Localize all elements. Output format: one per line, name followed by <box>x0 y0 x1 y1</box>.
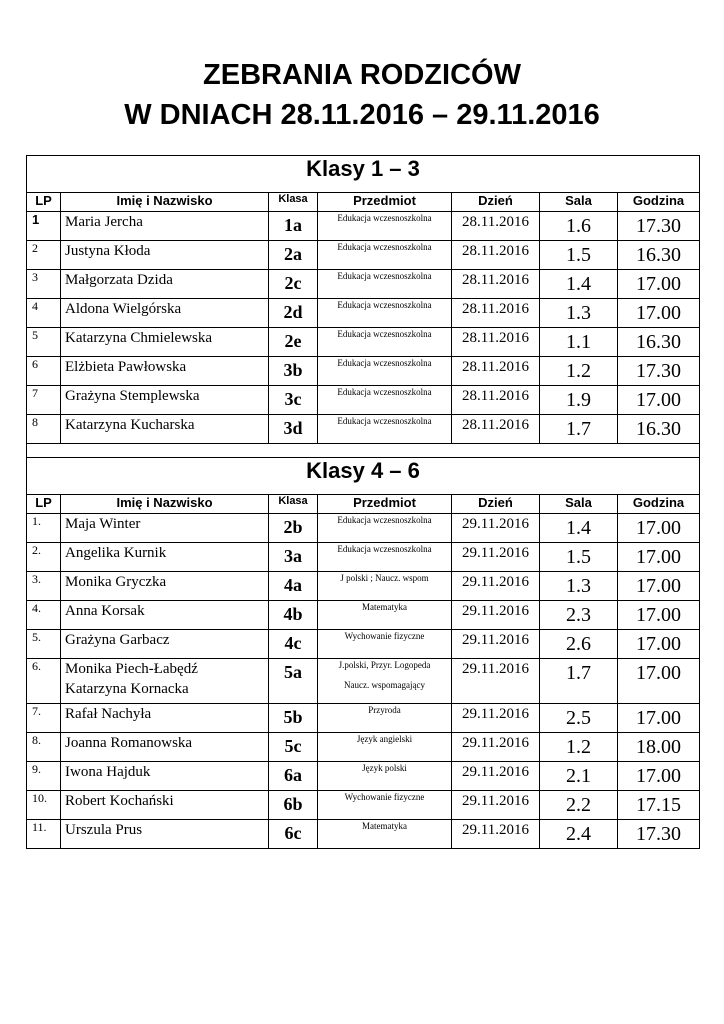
teacher-name: Monika Piech-Łabędź <box>65 661 198 677</box>
cell-hour: 17.00 <box>618 514 700 543</box>
table-row <box>27 415 700 444</box>
cell-klasa: 4c <box>269 630 318 659</box>
cell-klasa: 3d <box>269 415 318 444</box>
teacher-name: Elżbieta Pawłowska <box>65 359 187 375</box>
teacher-name: Monika Gryczka <box>65 574 167 590</box>
cell-lp: 9. <box>27 762 61 791</box>
header-row <box>27 193 700 212</box>
cell-hour: 17.00 <box>618 601 700 630</box>
cell-hour: 16.30 <box>618 328 700 357</box>
cell-klasa: 2d <box>269 299 318 328</box>
cell-name <box>61 328 269 357</box>
cell-hour: 17.00 <box>618 704 700 733</box>
cell-klasa: 4b <box>269 601 318 630</box>
subject-text: Edukacja wczesnoszkolna <box>337 213 432 223</box>
cell-day: 29.11.2016 <box>452 572 540 601</box>
cell-room: 2.1 <box>540 762 618 791</box>
col-header-subject: Przedmiot <box>318 495 452 514</box>
cell-subject <box>318 733 452 762</box>
cell-subject <box>318 415 452 444</box>
cell-room: 1.2 <box>540 357 618 386</box>
cell-hour: 17.30 <box>618 212 700 241</box>
subject-text: Edukacja wczesnoszkolna <box>337 300 432 310</box>
section-title-cell <box>27 458 700 495</box>
table-row <box>27 357 700 386</box>
subject-text: Przyroda <box>368 705 401 715</box>
table-row <box>27 572 700 601</box>
cell-name <box>61 514 269 543</box>
cell-room: 1.3 <box>540 299 618 328</box>
cell-hour: 17.00 <box>618 543 700 572</box>
section-title-cell <box>27 156 700 193</box>
col-header-subject: Przedmiot <box>318 193 452 212</box>
cell-day: 28.11.2016 <box>452 415 540 444</box>
col-header-room: Sala <box>540 193 618 212</box>
cell-hour: 17.30 <box>618 357 700 386</box>
cell-room: 2.5 <box>540 704 618 733</box>
teacher-name: Urszula Prus <box>65 822 143 838</box>
cell-name <box>61 572 269 601</box>
cell-hour: 17.00 <box>618 659 700 704</box>
teacher-name: Iwona Hajduk <box>65 764 151 780</box>
table-row <box>27 820 700 849</box>
cell-klasa: 5a <box>269 659 318 704</box>
cell-klasa: 5b <box>269 704 318 733</box>
cell-subject <box>318 820 452 849</box>
cell-subject <box>318 762 452 791</box>
cell-name <box>61 386 269 415</box>
subject-text: J.polski, Przyr. Logopeda <box>338 660 431 670</box>
section-title-row <box>27 156 700 193</box>
cell-lp: 8. <box>27 733 61 762</box>
cell-lp: 3 <box>27 270 61 299</box>
cell-subject <box>318 357 452 386</box>
col-header-name: Imię i Nazwisko <box>61 193 269 212</box>
page-title: ZEBRANIA RODZICÓW <box>203 59 521 91</box>
teacher-name: Katarzyna Kucharska <box>65 417 195 433</box>
teacher-name: Katarzyna Chmielewska <box>65 330 213 346</box>
section-title-row <box>27 458 700 495</box>
cell-room: 1.9 <box>540 386 618 415</box>
table-row <box>27 328 700 357</box>
cell-klasa: 5c <box>269 733 318 762</box>
cell-name <box>61 791 269 820</box>
cell-day: 28.11.2016 <box>452 241 540 270</box>
teacher-name: Rafał Nachyła <box>65 706 152 722</box>
cell-name <box>61 415 269 444</box>
cell-lp: 10. <box>27 791 61 820</box>
col-header-klasa: Klasa <box>269 193 318 212</box>
cell-day: 29.11.2016 <box>452 762 540 791</box>
subject-text: Edukacja wczesnoszkolna <box>337 271 432 281</box>
cell-klasa: 3c <box>269 386 318 415</box>
col-header-lp: LP <box>27 495 61 514</box>
cell-subject <box>318 328 452 357</box>
cell-room: 1.1 <box>540 328 618 357</box>
cell-name <box>61 241 269 270</box>
cell-day: 29.11.2016 <box>452 543 540 572</box>
cell-klasa: 3b <box>269 357 318 386</box>
cell-subject <box>318 386 452 415</box>
cell-klasa: 2b <box>269 514 318 543</box>
cell-name <box>61 820 269 849</box>
cell-day: 29.11.2016 <box>452 630 540 659</box>
schedule-table <box>26 155 700 849</box>
cell-subject <box>318 543 452 572</box>
cell-day: 29.11.2016 <box>452 704 540 733</box>
col-header-name: Imię i Nazwisko <box>61 495 269 514</box>
subject-text: Język polski <box>362 763 407 773</box>
cell-subject <box>318 212 452 241</box>
teacher-name: Grażyna Garbacz <box>65 632 170 648</box>
cell-lp: 8 <box>27 415 61 444</box>
table-row <box>27 733 700 762</box>
cell-subject <box>318 241 452 270</box>
cell-lp: 7 <box>27 386 61 415</box>
col-header-hour: Godzina <box>618 495 700 514</box>
table-row <box>27 704 700 733</box>
cell-klasa: 4a <box>269 572 318 601</box>
cell-day: 28.11.2016 <box>452 299 540 328</box>
cell-room: 2.2 <box>540 791 618 820</box>
teacher-name-2: Katarzyna Kornacka <box>65 681 189 697</box>
cell-klasa: 2a <box>269 241 318 270</box>
teacher-name: Maja Winter <box>65 516 141 532</box>
cell-lp: 2 <box>27 241 61 270</box>
subject-text: Edukacja wczesnoszkolna <box>337 329 432 339</box>
cell-name <box>61 357 269 386</box>
cell-klasa: 6a <box>269 762 318 791</box>
cell-subject <box>318 704 452 733</box>
table-row <box>27 543 700 572</box>
page-subtitle-dates: W DNIACH 28.11.2016 – 29.11.2016 <box>124 99 600 131</box>
subject-text: Edukacja wczesnoszkolna <box>337 416 432 426</box>
table-row <box>27 630 700 659</box>
spacer-cell <box>27 444 700 458</box>
subject-text: Edukacja wczesnoszkolna <box>337 515 432 525</box>
cell-room: 1.6 <box>540 212 618 241</box>
cell-klasa: 2c <box>269 270 318 299</box>
subject-text: Wychowanie fizyczne <box>344 631 425 641</box>
section-title: Klasy 4 – 6 <box>306 458 420 483</box>
cell-day: 28.11.2016 <box>452 328 540 357</box>
table-row <box>27 270 700 299</box>
cell-lp: 7. <box>27 704 61 733</box>
cell-hour: 17.15 <box>618 791 700 820</box>
subject-text: Edukacja wczesnoszkolna <box>337 544 432 554</box>
cell-subject <box>318 791 452 820</box>
table-row <box>27 659 700 704</box>
teacher-name: Justyna Kłoda <box>65 243 151 259</box>
cell-room: 1.7 <box>540 415 618 444</box>
cell-room: 1.4 <box>540 270 618 299</box>
cell-subject <box>318 601 452 630</box>
table-row <box>27 386 700 415</box>
cell-lp: 5. <box>27 630 61 659</box>
cell-day: 29.11.2016 <box>452 659 540 704</box>
cell-day: 29.11.2016 <box>452 514 540 543</box>
table-row <box>27 212 700 241</box>
teacher-name: Anna Korsak <box>65 603 145 619</box>
header-row <box>27 495 700 514</box>
cell-day: 28.11.2016 <box>452 212 540 241</box>
table-row <box>27 241 700 270</box>
cell-hour: 16.30 <box>618 241 700 270</box>
cell-hour: 17.00 <box>618 270 700 299</box>
table-row <box>27 791 700 820</box>
table-row <box>27 514 700 543</box>
cell-klasa: 1a <box>269 212 318 241</box>
cell-room: 2.3 <box>540 601 618 630</box>
cell-lp: 3. <box>27 572 61 601</box>
cell-lp: 2. <box>27 543 61 572</box>
cell-subject <box>318 659 452 704</box>
subject-text-2: Naucz. wspomagający <box>344 680 425 690</box>
cell-day: 29.11.2016 <box>452 601 540 630</box>
cell-name <box>61 630 269 659</box>
teacher-name: Joanna Romanowska <box>65 735 193 751</box>
col-header-klasa: Klasa <box>269 495 318 514</box>
section-title: Klasy 1 – 3 <box>306 156 420 181</box>
cell-hour: 17.00 <box>618 630 700 659</box>
cell-room: 1.7 <box>540 659 618 704</box>
col-header-lp: LP <box>27 193 61 212</box>
cell-hour: 17.00 <box>618 762 700 791</box>
teacher-name: Angelika Kurnik <box>65 545 167 561</box>
col-header-day: Dzień <box>452 495 540 514</box>
cell-hour: 17.30 <box>618 820 700 849</box>
cell-lp: 11. <box>27 820 61 849</box>
col-header-day: Dzień <box>452 193 540 212</box>
teacher-name: Robert Kochański <box>65 793 174 809</box>
teacher-name: Maria Jercha <box>65 214 143 230</box>
cell-day: 29.11.2016 <box>452 733 540 762</box>
col-header-hour: Godzina <box>618 193 700 212</box>
cell-room: 2.6 <box>540 630 618 659</box>
cell-lp: 5 <box>27 328 61 357</box>
cell-day: 29.11.2016 <box>452 791 540 820</box>
subject-text: Język angielski <box>356 734 413 744</box>
teacher-name: Małgorzata Dzida <box>65 272 173 288</box>
cell-name <box>61 543 269 572</box>
subject-text: Edukacja wczesnoszkolna <box>337 387 432 397</box>
cell-name <box>61 601 269 630</box>
cell-klasa: 6b <box>269 791 318 820</box>
cell-day: 28.11.2016 <box>452 270 540 299</box>
cell-hour: 18.00 <box>618 733 700 762</box>
cell-room: 1.5 <box>540 241 618 270</box>
cell-lp: 1 <box>27 212 61 241</box>
subject-text: Edukacja wczesnoszkolna <box>337 242 432 252</box>
cell-lp: 6 <box>27 357 61 386</box>
cell-room: 1.2 <box>540 733 618 762</box>
cell-day: 28.11.2016 <box>452 357 540 386</box>
table-row <box>27 601 700 630</box>
cell-lp: 4. <box>27 601 61 630</box>
cell-hour: 17.00 <box>618 299 700 328</box>
cell-subject <box>318 514 452 543</box>
cell-klasa: 6c <box>269 820 318 849</box>
cell-name <box>61 270 269 299</box>
cell-room: 1.5 <box>540 543 618 572</box>
cell-name <box>61 762 269 791</box>
cell-room: 1.3 <box>540 572 618 601</box>
cell-subject <box>318 270 452 299</box>
cell-lp: 1. <box>27 514 61 543</box>
cell-klasa: 2e <box>269 328 318 357</box>
subject-text: Wychowanie fizyczne <box>344 792 425 802</box>
cell-subject <box>318 572 452 601</box>
cell-subject <box>318 299 452 328</box>
cell-klasa: 3a <box>269 543 318 572</box>
cell-room: 1.4 <box>540 514 618 543</box>
cell-hour: 17.00 <box>618 572 700 601</box>
cell-day: 28.11.2016 <box>452 386 540 415</box>
cell-name <box>61 704 269 733</box>
cell-name <box>61 299 269 328</box>
teacher-name: Aldona Wielgórska <box>65 301 182 317</box>
cell-hour: 17.00 <box>618 386 700 415</box>
col-header-room: Sala <box>540 495 618 514</box>
cell-day: 29.11.2016 <box>452 820 540 849</box>
cell-room: 2.4 <box>540 820 618 849</box>
cell-name <box>61 733 269 762</box>
table-row <box>27 762 700 791</box>
subject-text: J polski ; Naucz. wspom <box>340 573 429 583</box>
table-row <box>27 299 700 328</box>
teacher-name: Grażyna Stemplewska <box>65 388 200 404</box>
cell-lp: 4 <box>27 299 61 328</box>
cell-name <box>61 659 269 704</box>
cell-hour: 16.30 <box>618 415 700 444</box>
cell-subject <box>318 630 452 659</box>
subject-text: Matematyka <box>362 821 407 831</box>
cell-lp: 6. <box>27 659 61 704</box>
cell-name <box>61 212 269 241</box>
section-spacer <box>27 444 700 458</box>
subject-text: Edukacja wczesnoszkolna <box>337 358 432 368</box>
subject-text: Matematyka <box>362 602 407 612</box>
